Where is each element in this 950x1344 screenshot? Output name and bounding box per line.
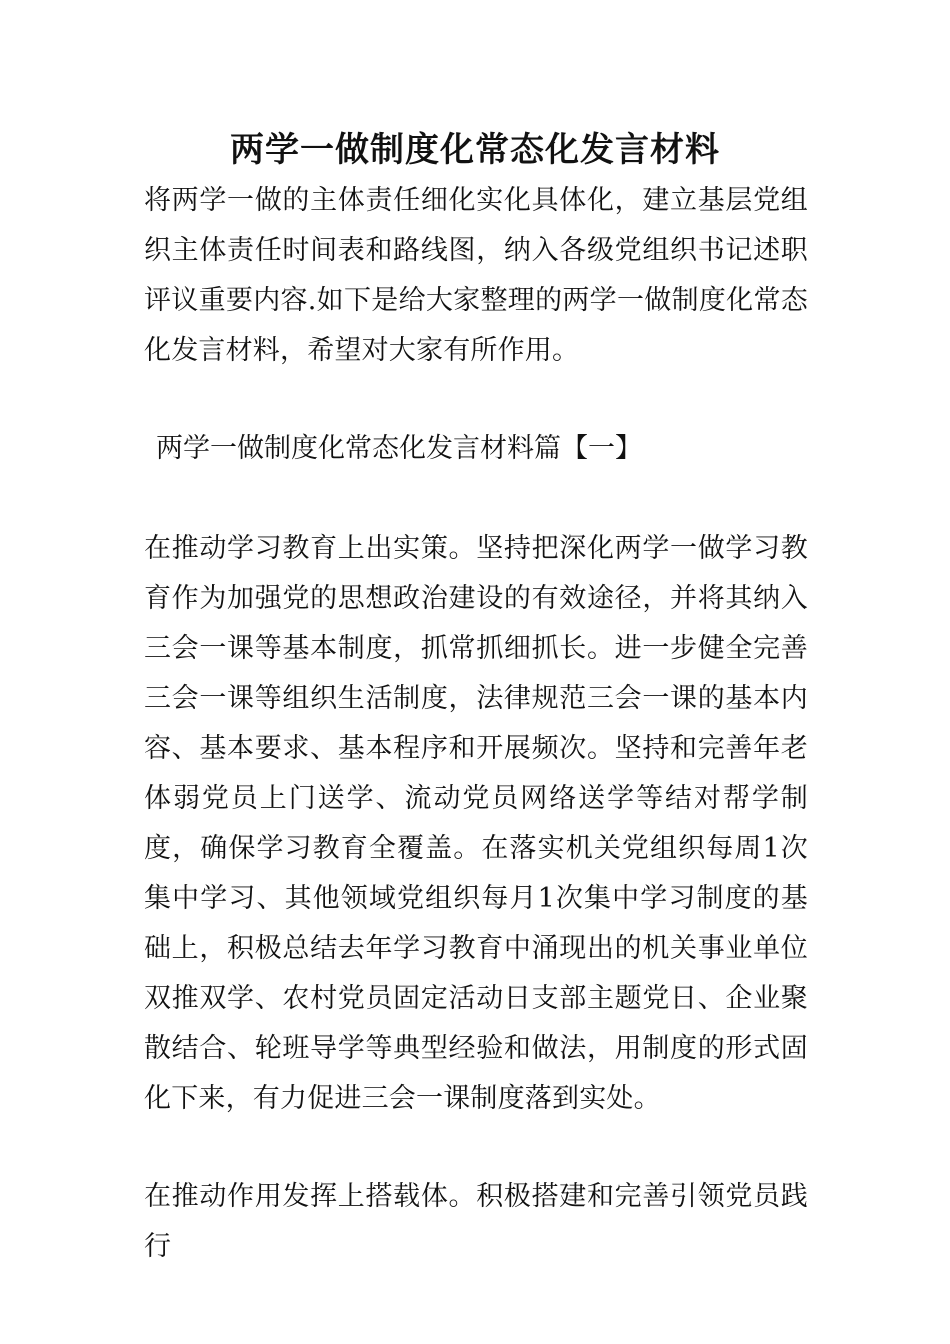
document-title: 两学一做制度化常态化发言材料 xyxy=(230,130,720,170)
body-paragraph: 在推动作用发挥上搭载体。积极搭建和完善引领党员践行 xyxy=(144,1181,808,1262)
intro-paragraph: 将两学一做的主体责任细化实化具体化，建立基层党组织主体责任时间表和路线图，纳入各级党组织书记述职评议重要内容.如下是给大家整理的两学一做制度化常态化发言材料，希望对大家有所作用。 xyxy=(144,185,808,366)
section-heading: 两学一做制度化常态化发言材料篇【一】 xyxy=(156,433,642,464)
body-paragraph: 在推动学习教育上出实策。坚持把深化两学一做学习教育作为加强党的思想政治建设的有效途径，并将其纳入三会一课等基本制度，抓常抓细抓长。进一步健全完善三会一课等组织生活制度，法律规范三会一课的基本内容、基本要求、基本程序和开展频次。坚持和完善年老体弱党员上门送学、流动党员网络送学等结对帮学制度，确保学习教育全覆盖。在落实机关党组织每周1次集中学习、其他领域党组织每月1次集中学习制度的基础上，积极总结去年学习教育中涌现出的机关事业单位双推双学、农村党员固定活动日支部主题党日、企业聚散结合、轮班导学等典型经验和做法，用制度的形式固化下来，有力促进三会一课制度落到实处。 xyxy=(144,533,808,1114)
